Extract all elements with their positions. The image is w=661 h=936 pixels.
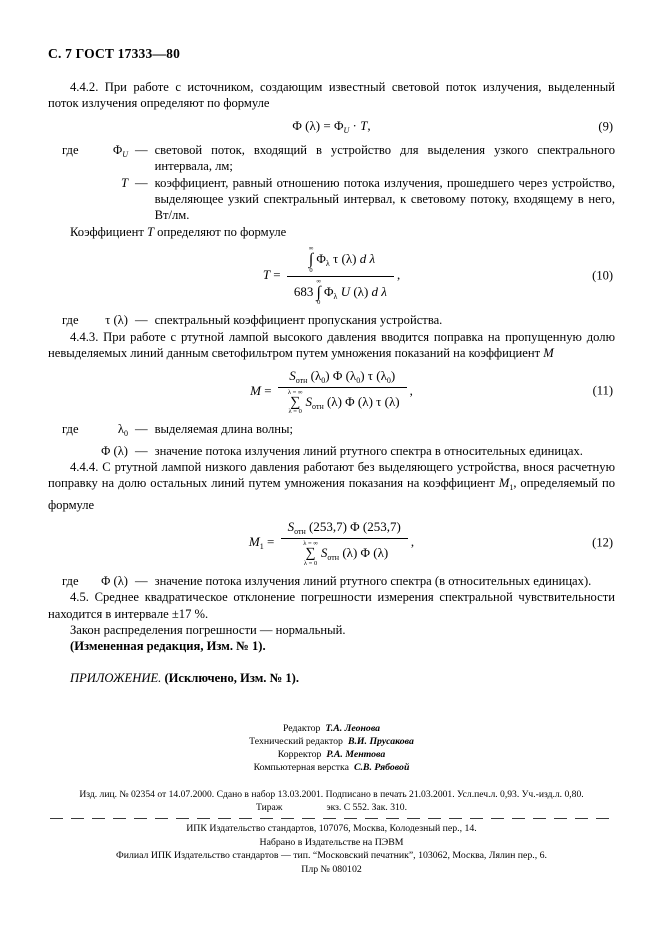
- where-keyword: где: [62, 313, 79, 328]
- math-token: ·: [349, 118, 361, 134]
- formula-9-body: [292, 118, 370, 135]
- math-subscript: λ: [325, 259, 330, 268]
- math-token: ,: [367, 118, 371, 134]
- paragraph-4-4-4: [48, 459, 615, 513]
- where-dash: —: [135, 443, 148, 458]
- where-list-12: [48, 573, 615, 589]
- formula-10-number: (10): [592, 268, 613, 283]
- sum-upper-limit: λ = ∞: [287, 388, 303, 396]
- credit-role: Редактор: [282, 723, 321, 735]
- math-token: S: [289, 367, 296, 383]
- where-term: τ (λ): [105, 313, 128, 328]
- math-token: T: [262, 267, 271, 283]
- math-token: Φ: [113, 142, 123, 157]
- paragraph-4-5: 4.5. Среднее квадратическое отклонение погрешности измерения спектральной чувствительности находится в интервале ±17 %.: [48, 590, 615, 621]
- where-item: [48, 573, 615, 589]
- math-token: (253,7) Φ (253,7): [305, 519, 401, 535]
- sum-operator: [303, 541, 318, 567]
- math-token: M: [498, 476, 510, 491]
- text-run: 4.4.4. С ртутной лампой низкого давления работают без выделяющего устройства, внося расчетную поправку на долю остальных линий путем умножения показания на коэффициент: [48, 459, 615, 491]
- integral-operator: [309, 246, 314, 274]
- math-subscript: U: [343, 126, 350, 136]
- denominator: [281, 539, 408, 568]
- where-term: Φ (λ): [101, 443, 128, 458]
- credits: [48, 722, 615, 774]
- math-subscript: отн: [295, 375, 308, 385]
- math-token: S: [320, 545, 328, 560]
- math-subscript: отн: [327, 553, 340, 562]
- math-subscript: λ: [333, 291, 338, 301]
- numerator: [281, 518, 408, 539]
- where-description: значение потока излучения линий ртутного спектра (в относительных единицах).: [154, 573, 592, 588]
- imprint-order: экз. С 552. Зак. 310.: [326, 802, 407, 814]
- dashed-separator: [50, 818, 613, 819]
- publisher-footer: [48, 822, 615, 876]
- credit-name: В.И. Прусакова: [347, 736, 414, 748]
- page-header: С. 7 ГОСТ 17333—80: [48, 46, 181, 61]
- where-term: Φ (λ): [101, 573, 128, 588]
- integral-sign: ∫: [308, 251, 314, 269]
- math-token: S: [287, 519, 295, 535]
- where-dash: —: [135, 422, 148, 437]
- credit-line: [48, 722, 615, 735]
- math-token: (λ): [350, 283, 372, 299]
- formula-10: [48, 245, 615, 307]
- where-description: выделяемая длина волны;: [154, 422, 293, 437]
- where-description: значение потока излучения линий ртутного спектра в относительных единицах.: [154, 443, 583, 458]
- math-token: =: [263, 534, 278, 549]
- math-subscript: 1: [509, 483, 514, 493]
- tirazh-label: Тираж: [256, 802, 283, 814]
- where-dash: —: [135, 573, 148, 588]
- math-token: (λ) Φ (λ) τ (λ): [323, 393, 400, 409]
- amendment-note: (Измененная редакция, Изм. № 1).: [70, 639, 266, 654]
- sum-upper-limit: λ = ∞: [303, 540, 318, 548]
- math-subscript: 0: [386, 375, 391, 385]
- math-token: U: [337, 283, 351, 299]
- where-item: [48, 175, 615, 224]
- credit-line: [48, 735, 615, 748]
- integral-upper-limit: ∞: [308, 245, 314, 253]
- math-token: S: [305, 393, 313, 409]
- math-subscript: U: [122, 149, 128, 159]
- formula-9: [48, 117, 615, 137]
- imprint-line: [48, 801, 615, 814]
- math-token: M: [248, 534, 260, 549]
- where-dash: —: [135, 175, 148, 190]
- sum-sign: ∑: [290, 394, 301, 410]
- imprint-line: Изд. лиц. № 02354 от 14.07.2000. Сдано в набор 13.03.2001. Подписано в печать 21.03.2001. Усл.печ.л. 0,93. Уч.-изд.л. 0,80.: [79, 789, 584, 801]
- math-subscript: 0: [124, 429, 128, 439]
- formula-12: [48, 518, 615, 568]
- credit-name: Т.А. Леонова: [325, 723, 381, 735]
- math-token: (λ) Φ (λ): [339, 545, 389, 560]
- sum-sign: ∑: [305, 546, 316, 562]
- credit-role: Технический редактор: [249, 736, 343, 748]
- math-token: λ: [117, 422, 124, 437]
- where-dash: —: [135, 142, 148, 157]
- math-token: ) Φ (λ: [325, 367, 357, 383]
- credit-line: [48, 761, 615, 774]
- fraction: [278, 367, 407, 417]
- text-run: Коэффициент: [70, 224, 148, 239]
- credit-name: С.В. Рябовой: [353, 762, 410, 774]
- where-list-11: [48, 421, 615, 459]
- appendix-note: [48, 670, 615, 686]
- numerator: [287, 245, 394, 277]
- math-token: d λ: [359, 251, 376, 266]
- where-description: спектральный коэффициент пропускания устройства.: [154, 313, 443, 328]
- credit-role: Компьютерная верстка: [253, 762, 349, 774]
- typesetting-note: Набрано в Издательстве на ПЭВМ: [259, 836, 404, 848]
- where-list-9: [48, 142, 615, 224]
- integral-lower-limit: 0: [309, 266, 313, 274]
- license-number: Плр № 080102: [301, 863, 362, 875]
- credit-line: [48, 748, 615, 761]
- credit-role: Корректор: [277, 749, 322, 761]
- math-token: ,: [396, 267, 401, 283]
- math-token: M: [543, 346, 554, 361]
- math-subscript: 0: [321, 375, 326, 385]
- where-item: [48, 421, 615, 442]
- where-item: [48, 142, 615, 175]
- imprint: [48, 788, 615, 814]
- math-subscript: отн: [294, 527, 306, 537]
- paragraph-4-4-2: 4.4.2. При работе с источником, создающим известный световой поток излучения, выделенный поток излучения определяют по формуле: [48, 80, 615, 111]
- formula-11-number: (11): [592, 383, 613, 398]
- credit-name: Р.А. Ментова: [326, 749, 386, 761]
- math-token: d λ: [371, 283, 387, 299]
- math-token: M: [250, 382, 261, 398]
- math-token: T: [360, 118, 368, 134]
- numerator: [278, 367, 407, 388]
- integral-sign: ∫: [316, 283, 321, 301]
- formula-10-body: [263, 245, 400, 307]
- printer-address: Филиал ИПК Издательство стандартов — тип. “Московский печатник”, 103062, Москва, Лялин пер., 6.: [115, 850, 547, 862]
- where-dash: —: [135, 313, 148, 328]
- where-term: [94, 142, 128, 163]
- math-subscript: 1: [259, 542, 264, 551]
- appendix-status: (Исключено, Изм. № 1).: [161, 670, 300, 685]
- paragraph-4-4-3: [48, 329, 615, 362]
- math-subscript: отн: [312, 401, 324, 411]
- math-token: T: [147, 224, 155, 239]
- math-token: Φ: [316, 251, 326, 266]
- where-item: [48, 312, 615, 328]
- formula-12-number: (12): [592, 535, 613, 550]
- where-list-10: [48, 312, 615, 328]
- math-token: Φ (λ) = Φ: [292, 118, 344, 134]
- math-token: Φ: [324, 283, 334, 299]
- coefficient-paragraph: [48, 224, 615, 240]
- appendix-title: ПРИЛОЖЕНИЕ.: [70, 670, 162, 685]
- text-run: 4.4.3. При работе с ртутной лампой высокого давления вводится поправка на пропущенную долю невыделяемых линий данным светофильтром путем умножения показаний на коэффициент: [48, 329, 615, 361]
- math-token: τ (λ): [329, 251, 360, 266]
- formula-11: [48, 367, 615, 417]
- math-token: ) τ (λ: [360, 367, 387, 383]
- formula-9-number: (9): [598, 119, 613, 134]
- where-term: T: [120, 175, 128, 190]
- text-run: определяют по формуле: [154, 224, 287, 239]
- denominator: [287, 277, 394, 308]
- fraction: [287, 245, 394, 307]
- sum-lower-limit: λ = 0: [288, 408, 302, 415]
- where-keyword: где: [62, 422, 79, 437]
- text-run: , определяемый по формуле: [48, 476, 615, 512]
- law-paragraph: Закон распределения погрешности — нормальный.: [70, 623, 346, 638]
- denominator: [278, 388, 407, 417]
- publisher-address: ИПК Издательство стандартов, 107076, Москва, Колодезный пер., 14.: [186, 823, 477, 835]
- integral-upper-limit: ∞: [316, 277, 322, 285]
- math-token: ,: [409, 382, 413, 398]
- where-description: световой поток, входящий в устройство для выделения узкого спектрального интервала, лм;: [154, 142, 615, 174]
- math-token: =: [261, 382, 275, 398]
- math-token: ,: [410, 534, 415, 549]
- math-token: =: [270, 267, 284, 283]
- integral-operator: [316, 279, 321, 307]
- math-token: 683: [293, 283, 314, 299]
- fraction: [281, 518, 408, 568]
- where-keyword: где: [62, 142, 79, 157]
- where-keyword: где: [62, 573, 79, 588]
- math-subscript: 0: [356, 375, 361, 385]
- formula-12-body: [249, 518, 414, 568]
- where-description: коэффициент, равный отношению потока излучения, прошедшего через устройство, выделяющее узкий спектральный интервал, к световому потоку, входящему в него, Вт/лм.: [154, 175, 615, 223]
- math-token: (λ: [307, 367, 322, 383]
- where-term: [94, 421, 128, 442]
- math-token: ): [390, 367, 396, 383]
- sum-operator: [288, 390, 303, 416]
- sum-lower-limit: λ = 0: [303, 559, 318, 567]
- integral-lower-limit: 0: [317, 299, 321, 307]
- formula-11-body: [250, 367, 413, 417]
- where-item: [48, 443, 615, 459]
